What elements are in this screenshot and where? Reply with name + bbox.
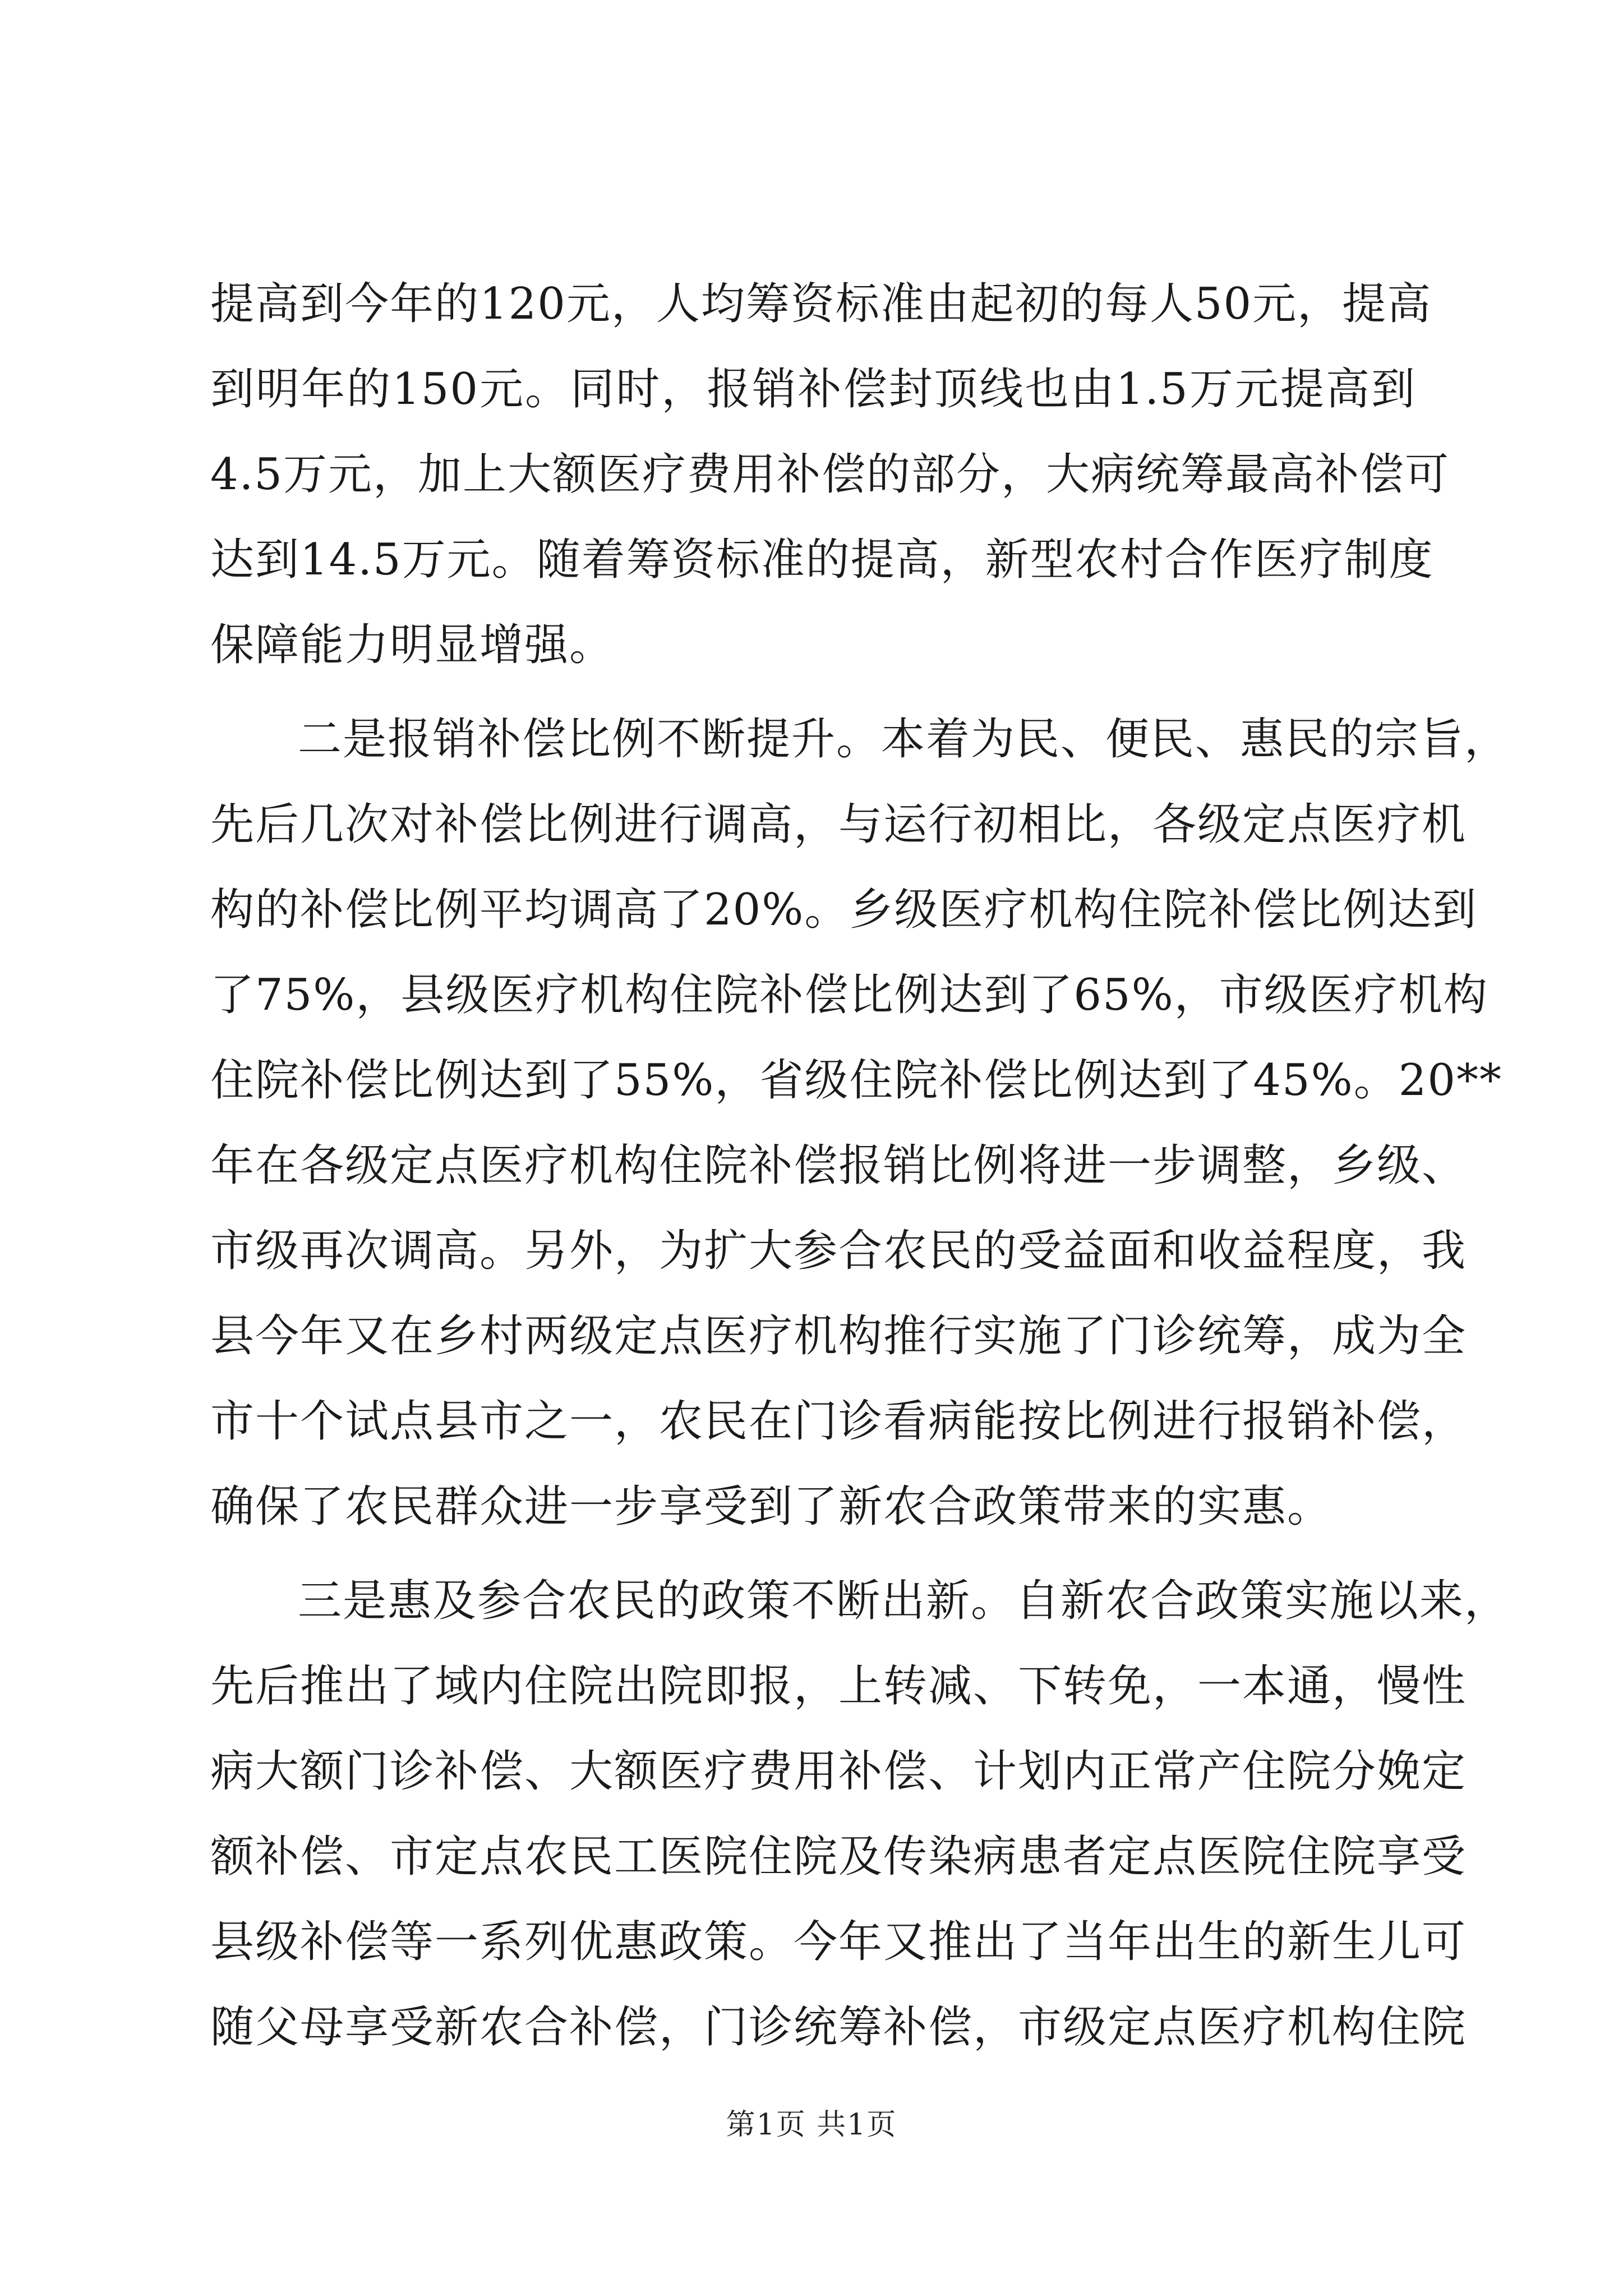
text-line: 确保了农民群众进一步享受到了新农合政策带来的实惠。 — [210, 1481, 1332, 1532]
text-line: 到明年的150元。同时，报销补偿封顶线也由1.5万元提高到 — [210, 364, 1416, 415]
text-line: 先后推出了域内住院出院即报，上转减、下转免，一本通，慢性 — [210, 1661, 1467, 1711]
text-line: 县级补偿等一系列优惠政策。今年又推出了当年出生的新生儿可 — [210, 1917, 1467, 1967]
text-line: 了75%，县级医疗机构住院补偿比例达到了65%，市级医疗机构 — [210, 970, 1488, 1020]
text-line: 先后几次对补偿比例进行调高，与运行初相比，各级定点医疗机 — [210, 799, 1467, 850]
paragraph-1 — [210, 261, 1450, 688]
page-number-label: 第1页 共1页 — [726, 2108, 897, 2142]
text-line: 市十个试点县市之一，农民在门诊看病能按比例进行报销补偿， — [210, 1396, 1467, 1447]
text-line: 县今年又在乡村两级定点医疗机构推行实施了门诊统筹，成为全 — [210, 1311, 1467, 1361]
text-line: 达到14.5万元。随着筹资标准的提高，新型农村合作医疗制度 — [210, 535, 1434, 585]
text-line: 4.5万元，加上大额医疗费用补偿的部分，大病统筹最高补偿可 — [210, 449, 1450, 500]
text-line: 额补偿、市定点农民工医院住院及传染病患者定点医院住院享受 — [210, 1832, 1467, 1882]
text-line: 三是惠及参合农民的政策不断出新。自新农合政策实施以来， — [298, 1576, 1510, 1626]
page-footer — [0, 2101, 1623, 2143]
paragraph-3 — [210, 1558, 1510, 2070]
document-body — [210, 261, 1510, 2070]
paragraph-2 — [210, 697, 1510, 1549]
text-line: 年在各级定点医疗机构住院补偿报销比例将进一步调整，乡级、 — [210, 1140, 1467, 1191]
text-line: 病大额门诊补偿、大额医疗费用补偿、计划内正常产住院分娩定 — [210, 1746, 1467, 1797]
text-line: 保障能力明显增强。 — [210, 620, 615, 670]
text-line: 市级再次调高。另外，为扩大参合农民的受益面和收益程度，我 — [210, 1226, 1467, 1276]
text-line: 构的补偿比例平均调高了20%。乡级医疗机构住院补偿比例达到 — [210, 885, 1478, 935]
text-line: 二是报销补偿比例不断提升。本着为民、便民、惠民的宗旨， — [298, 714, 1510, 765]
text-line: 提高到今年的120元，人均筹资标准由起初的每人50元，提高 — [210, 279, 1432, 329]
text-line: 随父母享受新农合补偿，门诊统筹补偿，市级定点医疗机构住院 — [210, 2002, 1467, 2053]
text-line: 住院补偿比例达到了55%，省级住院补偿比例达到了45%。20** — [210, 1055, 1502, 1106]
